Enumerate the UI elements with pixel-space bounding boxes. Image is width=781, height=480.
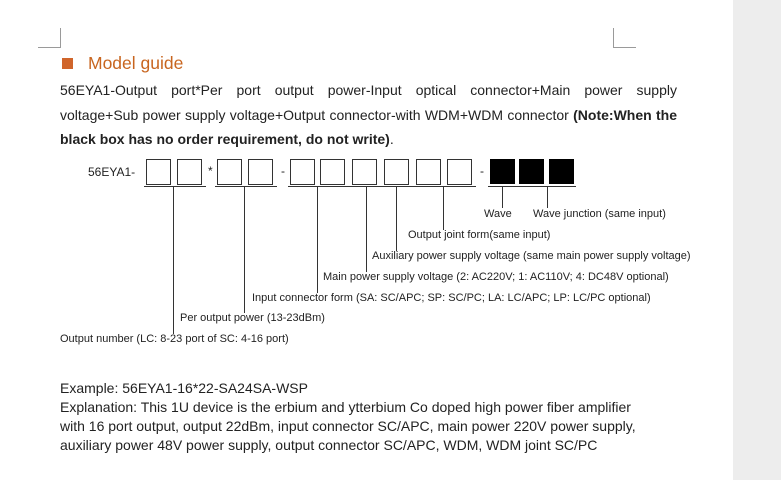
explanation-line-2: with 16 port output, output 22dBm, input connector SC/APC, main power 220V power supply,: [60, 418, 636, 434]
label-wave-junction: Wave junction (same input): [533, 208, 666, 220]
example-section: [60, 379, 636, 455]
separator-dash-1: -: [281, 164, 285, 178]
label-wave: Wave: [484, 208, 512, 220]
code-box-output-number-2: [178, 160, 202, 185]
code-box-black-wave-2: [549, 159, 574, 184]
code-box-input-connector-1: [291, 160, 315, 185]
label-output-number: Output number (LC: 8-23 port of SC: 4-16 port): [60, 333, 289, 345]
code-box-input-connector-2: [321, 160, 345, 185]
code-box-power-1: [218, 160, 242, 185]
section-heading: Model guide: [88, 53, 184, 73]
separator-dash-2: -: [480, 164, 484, 178]
description-note: (Note:When the black box has no order requirement, do not write): [60, 106, 678, 147]
label-aux-power: Auxiliary power supply voltage (same main power supply voltage): [372, 250, 691, 262]
explanation-line-3: auxiliary power 48V power supply, output connector SC/APC, WDM, WDM joint SC/PC: [60, 437, 598, 453]
code-box-output-number-1: [147, 160, 171, 185]
description-main: 56EYA1-Output port*Per port output power-Input optical connector+Main power supply voltage+Sub power supply voltage+Output connector-with WDM+WDM connector: [60, 82, 677, 123]
model-prefix: 56EYA1-: [88, 165, 136, 179]
code-box-aux-power: [385, 160, 409, 185]
code-box-output-joint-2: [448, 160, 472, 185]
label-main-power: Main power supply voltage (2: AC220V; 1: AC110V; 4: DC48V optional): [323, 271, 669, 283]
code-box-black-wdm: [490, 159, 515, 184]
description-end: .: [389, 131, 394, 147]
label-output-joint: Output joint form(same input): [408, 229, 551, 241]
code-box-main-power: [353, 160, 377, 185]
code-box-output-joint-1: [417, 160, 441, 185]
window-side-strip: [733, 0, 781, 480]
label-input-connector: Input connector form (SA: SC/APC; SP: SC/PC; LA: LC/APC; LP: LC/PC optional): [252, 292, 651, 304]
explanation-line-1: Explanation: This 1U device is the erbium and ytterbium Co doped high power fiber amplifier: [60, 399, 631, 415]
label-per-output-power: Per output power (13-23dBm): [180, 312, 325, 324]
example-line: Example: 56EYA1-16*22-SA24SA-WSP: [60, 380, 308, 396]
separator-star: *: [208, 164, 213, 178]
code-box-power-2: [249, 160, 273, 185]
code-box-black-wave-1: [519, 159, 544, 184]
